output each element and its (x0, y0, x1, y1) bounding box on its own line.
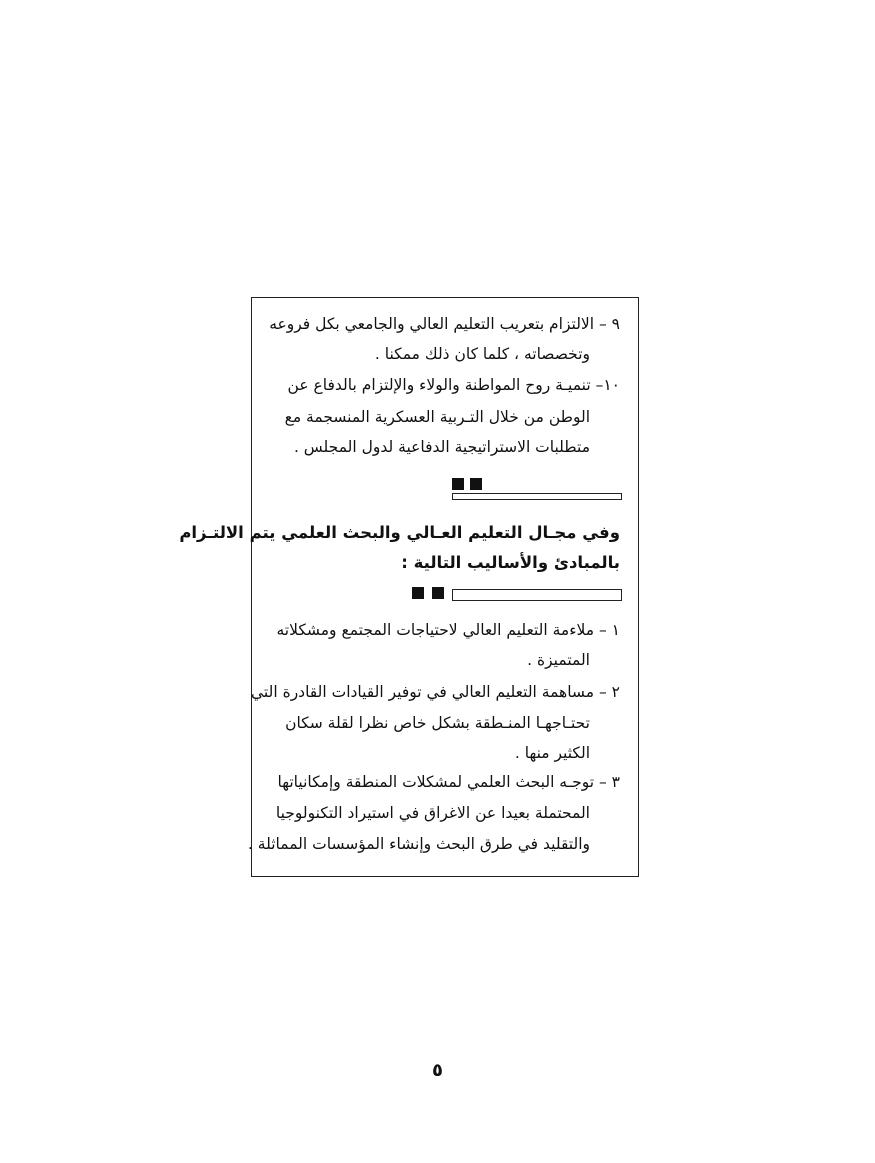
item-3-line-2: المحتملة بعيدا عن الاغراق في استيراد التكنولوجيا (275, 804, 590, 822)
item-2-line-2: تحتـاجهـا المنـطقة بشكل خاص نظرا لقلة سكان (285, 714, 590, 732)
section-divider-top (450, 478, 630, 492)
item-3-line-3: والتقليد في طرق البحث وإنشاء المؤسسات المماثلة . (247, 835, 590, 853)
section-heading-line-2: بالمبادئ والأساليب التالية : (401, 553, 620, 572)
divider-square-icon (452, 478, 464, 490)
divider-bar (452, 589, 622, 601)
divider-square-icon (470, 478, 482, 490)
section-heading-line-1: وفي مجـال التعليم العـالي والبحث العلمي يتم الالتـزام (179, 523, 620, 542)
page-number: ٥ (432, 1060, 443, 1081)
item-2-line-3: الكثير منها . (514, 744, 590, 762)
section-divider-bottom (412, 587, 627, 601)
divider-bar (452, 493, 622, 500)
item-10-line-3: متطلبات الاستراتيجية الدفاعية لدول المجلس . (293, 438, 590, 456)
item-10-line-1: ١٠– تنميـة روح المواطنة والولاء والإلتزام بالدفاع عن (287, 376, 620, 394)
item-9-line-1: ٩ – الالتزام بتعريب التعليم العالي والجامعي بكل فروعه (269, 315, 620, 333)
item-10-line-2: الوطن من خلال التـربية العسكرية المنسجمة مع (284, 408, 590, 426)
item-1-line-2: المتميزة . (527, 651, 590, 669)
item-9-line-2: وتخصصاته ، كلما كان ذلك ممكنا . (374, 345, 590, 363)
item-1-line-1: ١ – ملاءمة التعليم العالي لاحتياجات المجتمع ومشكلاته (276, 621, 620, 639)
item-2-line-1: ٢ – مساهمة التعليم العالي في توفير القيادات القادرة التي (251, 683, 620, 701)
divider-square-icon (412, 587, 424, 599)
item-3-line-1: ٣ – توجـه البحث العلمي لمشكلات المنطقة وإمكانياتها (277, 773, 620, 791)
divider-square-icon (432, 587, 444, 599)
